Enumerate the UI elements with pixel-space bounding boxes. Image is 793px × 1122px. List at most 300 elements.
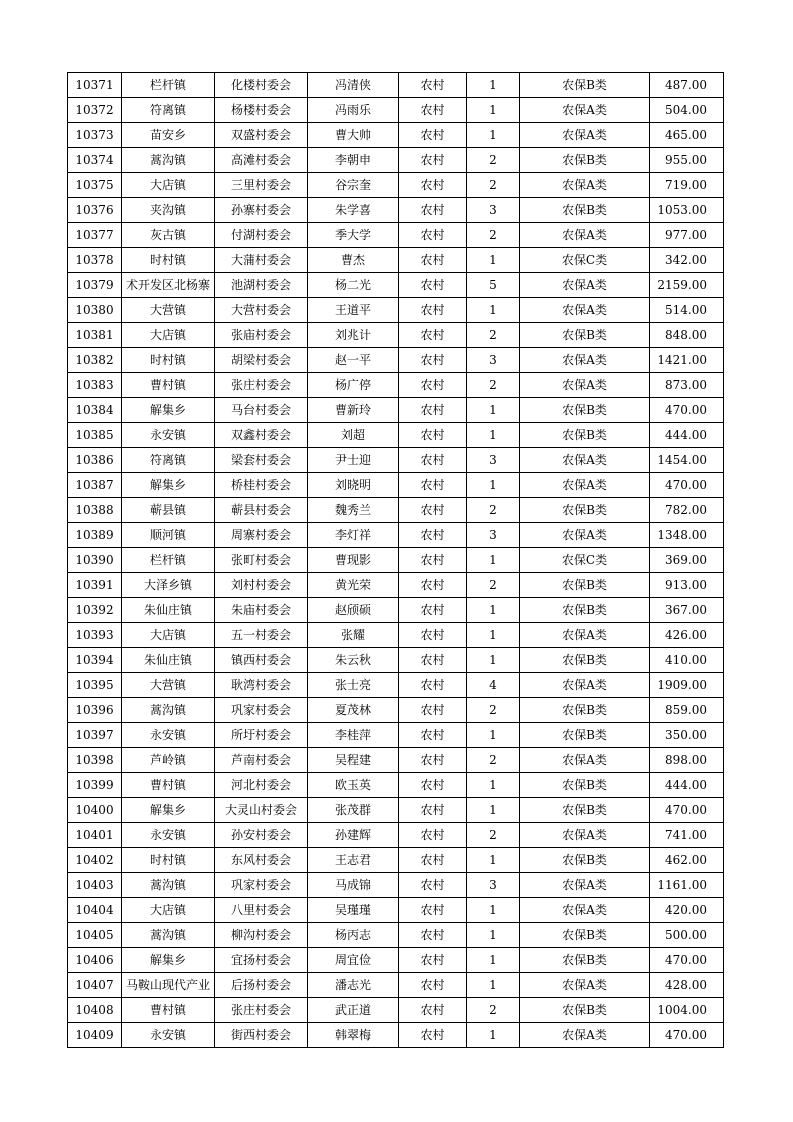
table-row (68, 698, 724, 723)
household-type-cell: 农村 (399, 373, 467, 398)
amount-cell: 470.00 (650, 473, 724, 498)
amount-cell: 913.00 (650, 573, 724, 598)
table-row (68, 173, 724, 198)
town-cell: 大店镇 (122, 898, 215, 923)
record-id-cell: 10375 (68, 173, 122, 198)
category-cell: 农保B类 (520, 723, 650, 748)
table-row (68, 298, 724, 323)
village-cell: 柳沟村委会 (215, 923, 308, 948)
village-cell: 梁套村委会 (215, 448, 308, 473)
person-name-cell: 李朝申 (308, 148, 399, 173)
member-count-cell: 5 (467, 273, 520, 298)
table-row (68, 723, 724, 748)
household-type-cell: 农村 (399, 423, 467, 448)
person-name-cell: 武正道 (308, 998, 399, 1023)
amount-cell: 848.00 (650, 323, 724, 348)
amount-cell: 2159.00 (650, 273, 724, 298)
person-name-cell: 曹大帅 (308, 123, 399, 148)
table-row (68, 548, 724, 573)
town-cell: 解集乡 (122, 473, 215, 498)
person-name-cell: 张茂群 (308, 798, 399, 823)
category-cell: 农保B类 (520, 498, 650, 523)
category-cell: 农保A类 (520, 348, 650, 373)
amount-cell: 410.00 (650, 648, 724, 673)
household-type-cell: 农村 (399, 348, 467, 373)
amount-cell: 444.00 (650, 773, 724, 798)
member-count-cell: 1 (467, 398, 520, 423)
village-cell: 巩家村委会 (215, 698, 308, 723)
person-name-cell: 尹士迎 (308, 448, 399, 473)
category-cell: 农保A类 (520, 748, 650, 773)
category-cell: 农保A类 (520, 873, 650, 898)
category-cell: 农保A类 (520, 473, 650, 498)
town-cell: 永安镇 (122, 1023, 215, 1048)
table-row (68, 898, 724, 923)
person-name-cell: 夏茂林 (308, 698, 399, 723)
table-row (68, 248, 724, 273)
person-name-cell: 周宜俭 (308, 948, 399, 973)
category-cell: 农保B类 (520, 648, 650, 673)
person-name-cell: 谷宗奎 (308, 173, 399, 198)
town-cell: 蕲县镇 (122, 498, 215, 523)
household-type-cell: 农村 (399, 648, 467, 673)
town-cell: 朱仙庄镇 (122, 598, 215, 623)
town-cell: 大营镇 (122, 673, 215, 698)
household-type-cell: 农村 (399, 598, 467, 623)
table-row (68, 598, 724, 623)
table-row (68, 198, 724, 223)
category-cell: 农保C类 (520, 248, 650, 273)
table-row (68, 623, 724, 648)
town-cell: 符离镇 (122, 448, 215, 473)
amount-cell: 367.00 (650, 598, 724, 623)
amount-cell: 470.00 (650, 1023, 724, 1048)
amount-cell: 470.00 (650, 948, 724, 973)
amount-cell: 462.00 (650, 848, 724, 873)
town-cell: 夹沟镇 (122, 198, 215, 223)
person-name-cell: 李灯祥 (308, 523, 399, 548)
town-cell: 栏杆镇 (122, 548, 215, 573)
member-count-cell: 1 (467, 948, 520, 973)
person-name-cell: 杨广停 (308, 373, 399, 398)
household-type-cell: 农村 (399, 323, 467, 348)
household-type-cell: 农村 (399, 848, 467, 873)
household-type-cell: 农村 (399, 998, 467, 1023)
table-row (68, 948, 724, 973)
household-type-cell: 农村 (399, 723, 467, 748)
amount-cell: 1053.00 (650, 198, 724, 223)
household-type-cell: 农村 (399, 823, 467, 848)
town-cell: 马鞍山现代产业 (122, 973, 215, 998)
record-id-cell: 10398 (68, 748, 122, 773)
town-cell: 永安镇 (122, 423, 215, 448)
category-cell: 农保B类 (520, 698, 650, 723)
table-body (68, 73, 724, 1048)
amount-cell: 977.00 (650, 223, 724, 248)
village-cell: 三里村委会 (215, 173, 308, 198)
household-type-cell: 农村 (399, 748, 467, 773)
member-count-cell: 2 (467, 823, 520, 848)
record-id-cell: 10386 (68, 448, 122, 473)
person-name-cell: 黄光荣 (308, 573, 399, 598)
member-count-cell: 2 (467, 173, 520, 198)
town-cell: 蒿沟镇 (122, 923, 215, 948)
assistance-table (67, 72, 724, 1048)
village-cell: 朱庙村委会 (215, 598, 308, 623)
household-type-cell: 农村 (399, 923, 467, 948)
village-cell: 周寨村委会 (215, 523, 308, 548)
person-name-cell: 刘兆计 (308, 323, 399, 348)
record-id-cell: 10373 (68, 123, 122, 148)
village-cell: 桥桂村委会 (215, 473, 308, 498)
town-cell: 解集乡 (122, 948, 215, 973)
member-count-cell: 1 (467, 923, 520, 948)
person-name-cell: 马成锦 (308, 873, 399, 898)
category-cell: 农保A类 (520, 673, 650, 698)
table-row (68, 523, 724, 548)
household-type-cell: 农村 (399, 973, 467, 998)
category-cell: 农保B类 (520, 73, 650, 98)
member-count-cell: 2 (467, 573, 520, 598)
household-type-cell: 农村 (399, 298, 467, 323)
record-id-cell: 10400 (68, 798, 122, 823)
amount-cell: 428.00 (650, 973, 724, 998)
member-count-cell: 2 (467, 748, 520, 773)
household-type-cell: 农村 (399, 248, 467, 273)
record-id-cell: 10399 (68, 773, 122, 798)
member-count-cell: 1 (467, 298, 520, 323)
town-cell: 大店镇 (122, 323, 215, 348)
town-cell: 蒿沟镇 (122, 698, 215, 723)
person-name-cell: 冯清侠 (308, 73, 399, 98)
record-id-cell: 10403 (68, 873, 122, 898)
record-id-cell: 10406 (68, 948, 122, 973)
category-cell: 农保A类 (520, 273, 650, 298)
member-count-cell: 1 (467, 473, 520, 498)
household-type-cell: 农村 (399, 573, 467, 598)
household-type-cell: 农村 (399, 398, 467, 423)
table-row (68, 423, 724, 448)
member-count-cell: 3 (467, 348, 520, 373)
category-cell: 农保B类 (520, 398, 650, 423)
person-name-cell: 季大学 (308, 223, 399, 248)
town-cell: 术开发区北杨寨 (122, 273, 215, 298)
village-cell: 东风村委会 (215, 848, 308, 873)
amount-cell: 444.00 (650, 423, 724, 448)
table-row (68, 273, 724, 298)
record-id-cell: 10389 (68, 523, 122, 548)
town-cell: 大店镇 (122, 173, 215, 198)
person-name-cell: 潘志光 (308, 973, 399, 998)
amount-cell: 1421.00 (650, 348, 724, 373)
table-row (68, 498, 724, 523)
town-cell: 曹村镇 (122, 998, 215, 1023)
table-row (68, 73, 724, 98)
village-cell: 河北村委会 (215, 773, 308, 798)
person-name-cell: 杨二光 (308, 273, 399, 298)
household-type-cell: 农村 (399, 273, 467, 298)
record-id-cell: 10384 (68, 398, 122, 423)
village-cell: 张庄村委会 (215, 373, 308, 398)
person-name-cell: 杨丙志 (308, 923, 399, 948)
person-name-cell: 赵一平 (308, 348, 399, 373)
town-cell: 大泽乡镇 (122, 573, 215, 598)
amount-cell: 465.00 (650, 123, 724, 148)
member-count-cell: 1 (467, 548, 520, 573)
village-cell: 大灵山村委会 (215, 798, 308, 823)
household-type-cell: 农村 (399, 698, 467, 723)
category-cell: 农保A类 (520, 98, 650, 123)
category-cell: 农保A类 (520, 973, 650, 998)
amount-cell: 1909.00 (650, 673, 724, 698)
member-count-cell: 1 (467, 423, 520, 448)
member-count-cell: 3 (467, 448, 520, 473)
record-id-cell: 10372 (68, 98, 122, 123)
record-id-cell: 10371 (68, 73, 122, 98)
member-count-cell: 2 (467, 373, 520, 398)
town-cell: 永安镇 (122, 723, 215, 748)
household-type-cell: 农村 (399, 1023, 467, 1048)
amount-cell: 782.00 (650, 498, 724, 523)
person-name-cell: 韩翠梅 (308, 1023, 399, 1048)
member-count-cell: 1 (467, 73, 520, 98)
record-id-cell: 10378 (68, 248, 122, 273)
village-cell: 孙寨村委会 (215, 198, 308, 223)
member-count-cell: 1 (467, 848, 520, 873)
record-id-cell: 10379 (68, 273, 122, 298)
table-row (68, 398, 724, 423)
amount-cell: 1004.00 (650, 998, 724, 1023)
category-cell: 农保B类 (520, 423, 650, 448)
record-id-cell: 10395 (68, 673, 122, 698)
category-cell: 农保B类 (520, 998, 650, 1023)
member-count-cell: 2 (467, 998, 520, 1023)
village-cell: 双鑫村委会 (215, 423, 308, 448)
table-row (68, 873, 724, 898)
category-cell: 农保A类 (520, 898, 650, 923)
amount-cell: 898.00 (650, 748, 724, 773)
category-cell: 农保A类 (520, 123, 650, 148)
town-cell: 曹村镇 (122, 373, 215, 398)
record-id-cell: 10404 (68, 898, 122, 923)
table-row (68, 823, 724, 848)
amount-cell: 1161.00 (650, 873, 724, 898)
household-type-cell: 农村 (399, 673, 467, 698)
village-cell: 大蒲村委会 (215, 248, 308, 273)
member-count-cell: 1 (467, 123, 520, 148)
member-count-cell: 2 (467, 148, 520, 173)
table-row (68, 348, 724, 373)
table-row (68, 98, 724, 123)
village-cell: 张庄村委会 (215, 998, 308, 1023)
category-cell: 农保B类 (520, 148, 650, 173)
town-cell: 符离镇 (122, 98, 215, 123)
member-count-cell: 3 (467, 198, 520, 223)
record-id-cell: 10374 (68, 148, 122, 173)
table-row (68, 473, 724, 498)
village-cell: 巩家村委会 (215, 873, 308, 898)
town-cell: 解集乡 (122, 398, 215, 423)
village-cell: 蕲县村委会 (215, 498, 308, 523)
member-count-cell: 1 (467, 248, 520, 273)
category-cell: 农保C类 (520, 548, 650, 573)
record-id-cell: 10408 (68, 998, 122, 1023)
amount-cell: 719.00 (650, 173, 724, 198)
amount-cell: 342.00 (650, 248, 724, 273)
town-cell: 时村镇 (122, 848, 215, 873)
village-cell: 高滩村委会 (215, 148, 308, 173)
household-type-cell: 农村 (399, 523, 467, 548)
person-name-cell: 曹杰 (308, 248, 399, 273)
record-id-cell: 10391 (68, 573, 122, 598)
household-type-cell: 农村 (399, 73, 467, 98)
category-cell: 农保B类 (520, 323, 650, 348)
town-cell: 曹村镇 (122, 773, 215, 798)
person-name-cell: 王志君 (308, 848, 399, 873)
town-cell: 芦岭镇 (122, 748, 215, 773)
category-cell: 农保A类 (520, 373, 650, 398)
household-type-cell: 农村 (399, 498, 467, 523)
category-cell: 农保A类 (520, 823, 650, 848)
village-cell: 马台村委会 (215, 398, 308, 423)
table-row (68, 923, 724, 948)
village-cell: 杨楼村委会 (215, 98, 308, 123)
person-name-cell: 欧玉英 (308, 773, 399, 798)
village-cell: 双盛村委会 (215, 123, 308, 148)
member-count-cell: 1 (467, 648, 520, 673)
amount-cell: 487.00 (650, 73, 724, 98)
amount-cell: 1348.00 (650, 523, 724, 548)
record-id-cell: 10383 (68, 373, 122, 398)
table-row (68, 773, 724, 798)
village-cell: 池湖村委会 (215, 273, 308, 298)
household-type-cell: 农村 (399, 798, 467, 823)
person-name-cell: 吴程建 (308, 748, 399, 773)
member-count-cell: 2 (467, 323, 520, 348)
town-cell: 蒿沟镇 (122, 148, 215, 173)
record-id-cell: 10388 (68, 498, 122, 523)
household-type-cell: 农村 (399, 623, 467, 648)
person-name-cell: 朱云秋 (308, 648, 399, 673)
household-type-cell: 农村 (399, 473, 467, 498)
amount-cell: 426.00 (650, 623, 724, 648)
village-cell: 张庙村委会 (215, 323, 308, 348)
person-name-cell: 刘超 (308, 423, 399, 448)
town-cell: 时村镇 (122, 248, 215, 273)
town-cell: 大营镇 (122, 298, 215, 323)
village-cell: 刘村村委会 (215, 573, 308, 598)
member-count-cell: 1 (467, 973, 520, 998)
member-count-cell: 2 (467, 223, 520, 248)
village-cell: 大营村委会 (215, 298, 308, 323)
person-name-cell: 魏秀兰 (308, 498, 399, 523)
table-row (68, 1023, 724, 1048)
household-type-cell: 农村 (399, 448, 467, 473)
record-id-cell: 10376 (68, 198, 122, 223)
record-id-cell: 10382 (68, 348, 122, 373)
category-cell: 农保A类 (520, 523, 650, 548)
amount-cell: 955.00 (650, 148, 724, 173)
person-name-cell: 王道平 (308, 298, 399, 323)
household-type-cell: 农村 (399, 948, 467, 973)
person-name-cell: 曹现影 (308, 548, 399, 573)
household-type-cell: 农村 (399, 123, 467, 148)
record-id-cell: 10402 (68, 848, 122, 873)
table-row (68, 673, 724, 698)
member-count-cell: 1 (467, 598, 520, 623)
amount-cell: 420.00 (650, 898, 724, 923)
town-cell: 蒿沟镇 (122, 873, 215, 898)
person-name-cell: 李桂萍 (308, 723, 399, 748)
person-name-cell: 张士亮 (308, 673, 399, 698)
table-row (68, 448, 724, 473)
village-cell: 镇西村委会 (215, 648, 308, 673)
village-cell: 宜扬村委会 (215, 948, 308, 973)
amount-cell: 504.00 (650, 98, 724, 123)
category-cell: 农保B类 (520, 798, 650, 823)
town-cell: 解集乡 (122, 798, 215, 823)
table-row (68, 123, 724, 148)
record-id-cell: 10396 (68, 698, 122, 723)
category-cell: 农保B类 (520, 573, 650, 598)
member-count-cell: 3 (467, 523, 520, 548)
town-cell: 灰古镇 (122, 223, 215, 248)
town-cell: 栏杆镇 (122, 73, 215, 98)
category-cell: 农保A类 (520, 1023, 650, 1048)
table-row (68, 998, 724, 1023)
town-cell: 永安镇 (122, 823, 215, 848)
table-row (68, 573, 724, 598)
person-name-cell: 赵颀硕 (308, 598, 399, 623)
household-type-cell: 农村 (399, 873, 467, 898)
member-count-cell: 1 (467, 773, 520, 798)
person-name-cell: 刘晓明 (308, 473, 399, 498)
household-type-cell: 农村 (399, 223, 467, 248)
town-cell: 时村镇 (122, 348, 215, 373)
table-row (68, 148, 724, 173)
record-id-cell: 10385 (68, 423, 122, 448)
category-cell: 农保B类 (520, 948, 650, 973)
town-cell: 大店镇 (122, 623, 215, 648)
village-cell: 胡梁村委会 (215, 348, 308, 373)
record-id-cell: 10405 (68, 923, 122, 948)
record-id-cell: 10387 (68, 473, 122, 498)
amount-cell: 369.00 (650, 548, 724, 573)
category-cell: 农保B类 (520, 773, 650, 798)
category-cell: 农保A类 (520, 173, 650, 198)
household-type-cell: 农村 (399, 148, 467, 173)
person-name-cell: 孙建辉 (308, 823, 399, 848)
category-cell: 农保B类 (520, 923, 650, 948)
category-cell: 农保B类 (520, 848, 650, 873)
member-count-cell: 1 (467, 798, 520, 823)
table-row (68, 848, 724, 873)
town-cell: 朱仙庄镇 (122, 648, 215, 673)
record-id-cell: 10381 (68, 323, 122, 348)
member-count-cell: 1 (467, 623, 520, 648)
record-id-cell: 10394 (68, 648, 122, 673)
amount-cell: 470.00 (650, 398, 724, 423)
town-cell: 苗安乡 (122, 123, 215, 148)
category-cell: 农保A类 (520, 623, 650, 648)
person-name-cell: 吴瑾瑾 (308, 898, 399, 923)
record-id-cell: 10380 (68, 298, 122, 323)
amount-cell: 741.00 (650, 823, 724, 848)
amount-cell: 470.00 (650, 798, 724, 823)
record-id-cell: 10392 (68, 598, 122, 623)
household-type-cell: 农村 (399, 198, 467, 223)
table-row (68, 223, 724, 248)
